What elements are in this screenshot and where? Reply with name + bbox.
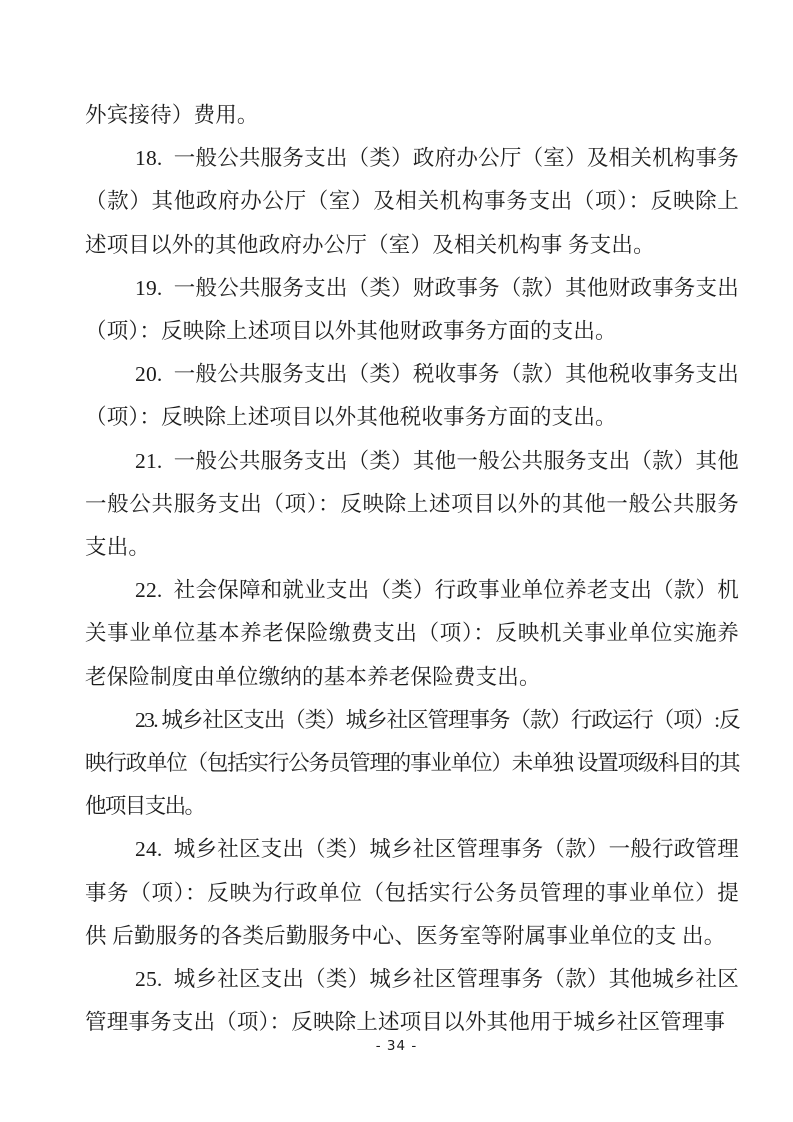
paragraph-item-20: 20. 一般公共服务支出（类）税收事务（款）其他税收事务支出（项）：反映除上述项目以外其他税收事务方面的支出。 [85, 362, 739, 430]
paragraph-item-25: 25. 城乡社区支出（类）城乡社区管理事务（款）其他城乡社区管理事务支出（项）：反映除上述项目以外其他用于城乡社区管理事 [85, 967, 739, 1035]
page-number: - 34 - [375, 1038, 418, 1054]
paragraph-item-19: 19. 一般公共服务支出（类）财政事务（款）其他财政事务支出（项）：反映除上述项目以外其他财政事务方面的支出。 [85, 275, 739, 344]
paragraph-item-23: 23. 城乡社区支出（类）城乡社区管理事务（款）行政运行（项）:反映行政单位（包括实行公务员管理的事业单位）未单独 设置项级科目的其他项目支出。 [85, 707, 739, 819]
paragraph-item-21: 21. 一般公共服务支出（类）其他一般公共服务支出（款）其他一般公共服务支出（项）：反映除上述项目以外的其他一般公共服务支出。 [85, 448, 739, 560]
paragraph-item-18: 18. 一般公共服务支出（类）政府办公厅（室）及相关机构事务（款）其他政府办公厅（室）及相关机构事务支出（项）：反映除上述项目以外的其他政府办公厅（室）及相关机构事 务支出。 [85, 146, 739, 257]
page-footer [0, 1036, 793, 1056]
paragraph-item-22: 22. 社会保障和就业支出（类）行政事业单位养老支出（款）机关事业单位基本养老保险缴费支出（项）：反映机关事业单位实施养老保险制度由单位缴纳的基本养老保险费支出。 [85, 578, 739, 689]
paragraph-item-24: 24. 城乡社区支出（类）城乡社区管理事务（款）一般行政管理事务（项）：反映为行政单位（包括实行公务员管理的事业单位）提供 后勤服务的各类后勤服务中心、医务室等附属事业单位的支 出。 [85, 837, 739, 948]
paragraph-continuation: 外宾接待）费用。 [85, 103, 259, 127]
document-body [85, 94, 739, 1044]
